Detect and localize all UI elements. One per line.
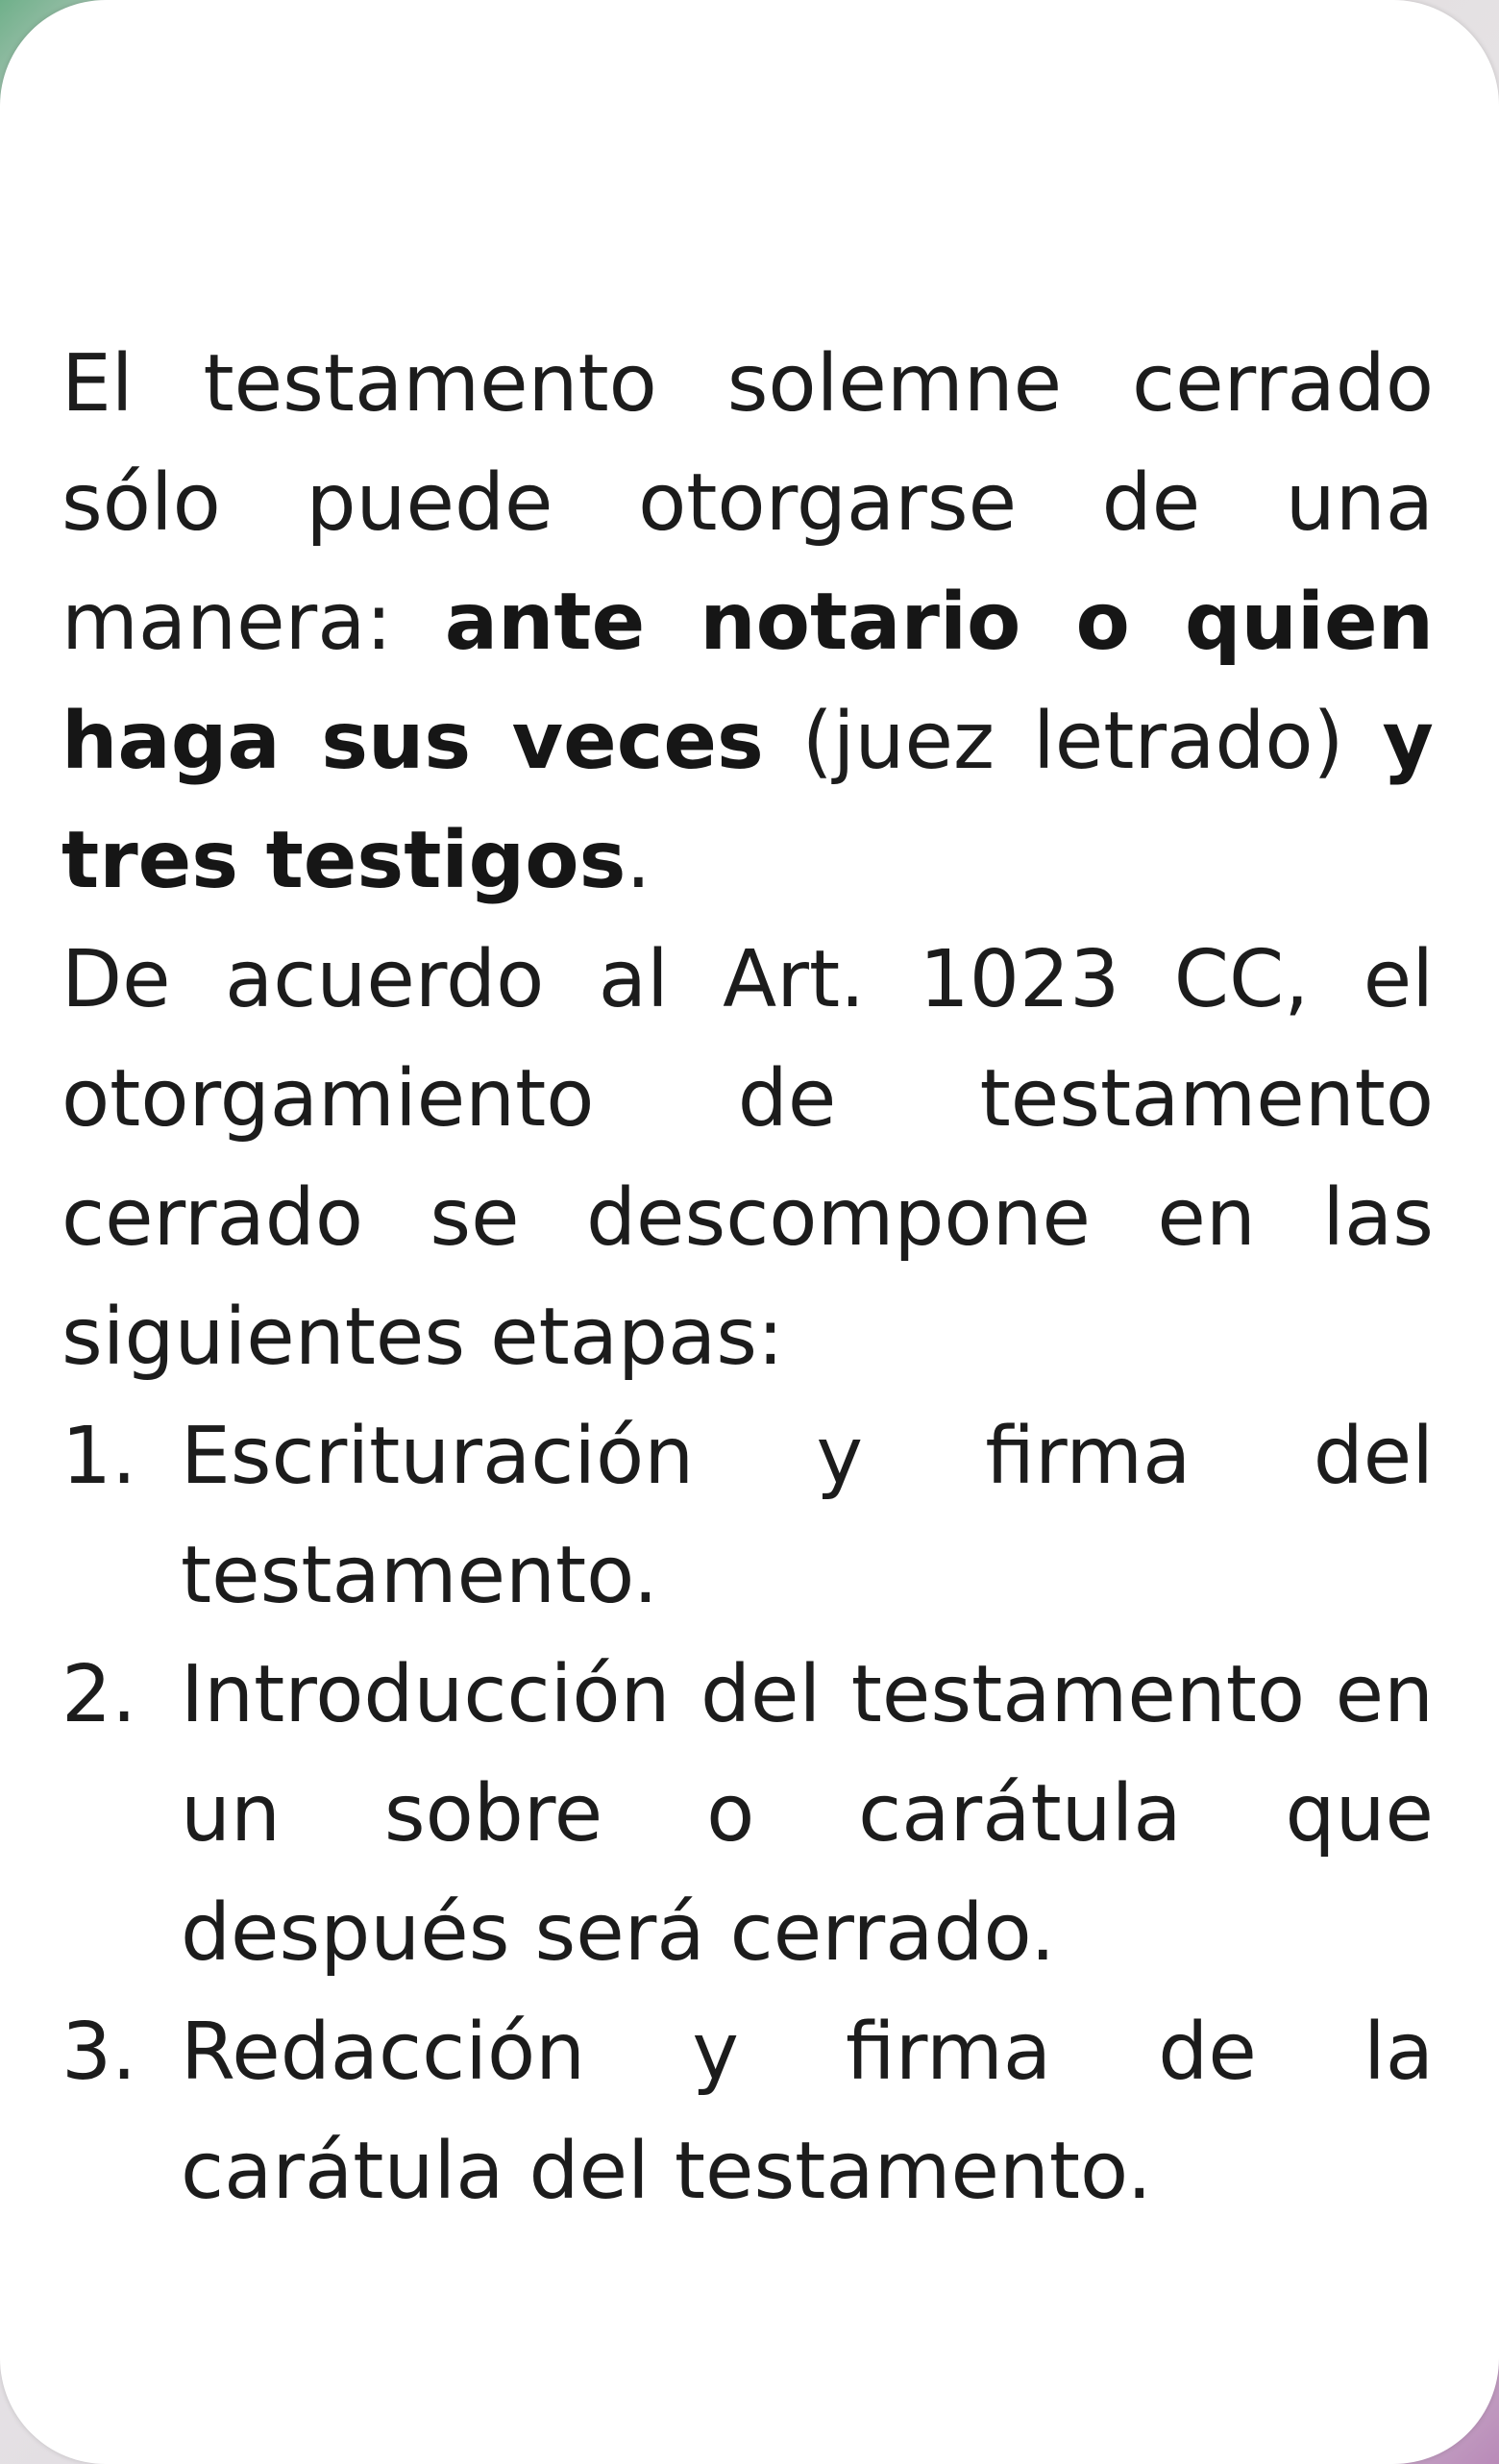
step-number: 3. bbox=[61, 2007, 137, 2098]
emphasis-witnesses: y tres testigos bbox=[61, 696, 1434, 906]
list-item bbox=[61, 1993, 1434, 2231]
intro-judge-text: (juez letrado) bbox=[763, 696, 1383, 787]
intro-text: El testamento solemne cerrado sólo puede otorgarse de una manera: bbox=[61, 338, 1434, 668]
article-paragraph: De acuerdo al Art. 1023 CC, el otorgamiento de testamento cerrado se descompone en las siguientes etapas: bbox=[61, 934, 1434, 1383]
step-number: 1. bbox=[61, 1411, 137, 1502]
intro-period: . bbox=[626, 815, 651, 906]
step-text: Redacción y firma de la carátula del testamento. bbox=[181, 2007, 1434, 2217]
intro-paragraph bbox=[61, 325, 1434, 921]
list-item bbox=[61, 1397, 1434, 1636]
card-content bbox=[61, 325, 1434, 2231]
step-number: 2. bbox=[61, 1649, 137, 1740]
step-text: Introducción del testamento en un sobre o carátula que después será cerrado. bbox=[181, 1649, 1434, 1979]
emphasis-notary: ante notario o quien haga sus veces bbox=[61, 577, 1434, 787]
step-text: Escrituración y firma del testamento. bbox=[181, 1411, 1434, 1621]
list-item bbox=[61, 1636, 1434, 1993]
steps-list bbox=[61, 1397, 1434, 2231]
